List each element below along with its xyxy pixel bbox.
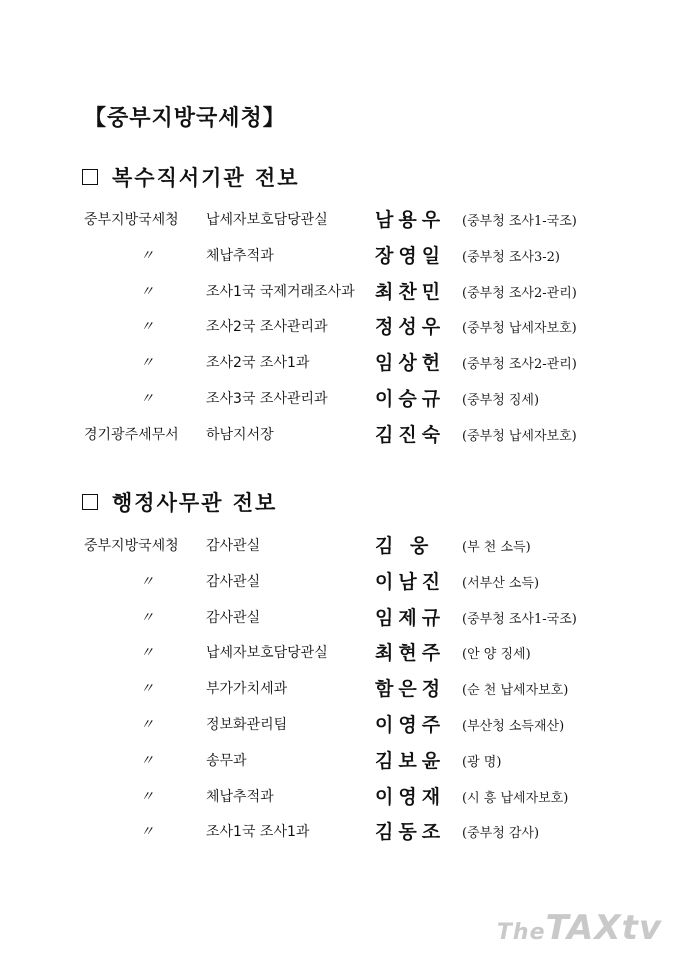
office-label: 〃 xyxy=(140,717,154,733)
appointment-row xyxy=(0,348,680,376)
office-label: 〃 xyxy=(140,681,154,698)
person-name: 최현주 xyxy=(375,642,446,665)
previous-post-note: (중부청 조사3-2) xyxy=(462,249,561,265)
office-label: 중부지방국세청 xyxy=(84,538,179,554)
office-label: 경기광주세무서 xyxy=(84,426,179,443)
appointment-row xyxy=(0,241,680,269)
previous-post-note: (시 흥 납세자보호) xyxy=(462,790,569,806)
previous-post-note: (중부청 납세자보호) xyxy=(462,321,577,337)
person-name: 장영일 xyxy=(375,244,446,267)
person-name: 함은정 xyxy=(375,678,446,701)
department-label: 조사2국 조사1과 xyxy=(206,355,310,372)
department-label: 체납추적과 xyxy=(206,247,274,264)
department-label: 조사1국 조사1과 xyxy=(206,824,310,841)
appointment-row xyxy=(0,638,680,666)
appointment-row xyxy=(0,603,680,631)
appointment-row xyxy=(0,277,680,305)
office-label: 〃 xyxy=(140,355,154,372)
person-name: 이영재 xyxy=(375,785,446,808)
person-name: 김진숙 xyxy=(375,423,446,446)
department-label: 감사관실 xyxy=(206,538,261,554)
checkbox-icon xyxy=(82,169,98,185)
department-label: 조사1국 국제거래조사과 xyxy=(206,283,355,300)
office-label: 중부지방국세청 xyxy=(84,212,179,228)
appointment-row xyxy=(0,312,680,340)
person-name: 최찬민 xyxy=(375,280,446,303)
previous-post-note: (중부청 징세) xyxy=(462,393,540,408)
office-label: 〃 xyxy=(140,319,154,336)
appointment-row xyxy=(0,531,680,559)
office-label: 〃 xyxy=(140,645,154,662)
previous-post-note: (부 천 소득) xyxy=(462,540,531,555)
appointment-row xyxy=(0,746,680,774)
previous-post-note: (중부청 감사) xyxy=(462,826,540,842)
office-label: 〃 xyxy=(140,391,154,407)
section-heading xyxy=(82,487,277,517)
previous-post-note: (중부청 조사2-관리) xyxy=(462,285,577,301)
page-title: 【중부지방국세청】 xyxy=(84,106,286,131)
person-name: 정성우 xyxy=(375,316,446,339)
watermark-logo xyxy=(497,908,662,948)
watermark-prefix: The xyxy=(496,920,546,945)
previous-post-note: (순 천 납세자보호) xyxy=(462,683,569,699)
department-label: 부가가치세과 xyxy=(206,681,288,698)
appointment-row xyxy=(0,205,680,233)
department-label: 납세자보호담당관실 xyxy=(206,645,328,662)
appointment-row xyxy=(0,420,680,448)
checkbox-icon xyxy=(82,494,98,510)
person-name: 김 웅 xyxy=(375,535,434,557)
person-name: 임제규 xyxy=(375,606,446,629)
office-label: 〃 xyxy=(140,824,154,841)
person-name: 남용우 xyxy=(375,209,446,231)
office-label: 〃 xyxy=(140,283,154,300)
person-name: 이승규 xyxy=(375,388,446,410)
previous-post-note: (광 명) xyxy=(462,754,502,770)
section-heading-text: 행정사무관 전보 xyxy=(112,491,278,515)
office-label: 〃 xyxy=(140,247,154,264)
previous-post-note: (안 양 징세) xyxy=(462,647,531,663)
office-label: 〃 xyxy=(140,788,154,805)
previous-post-note: (중부청 조사2-관리) xyxy=(462,357,577,373)
section-heading-text: 복수직서기관 전보 xyxy=(112,166,300,190)
watermark-main: TAXtv xyxy=(545,908,662,948)
department-label: 하남지서장 xyxy=(206,426,274,443)
office-label: 〃 xyxy=(140,573,154,590)
person-name: 이남진 xyxy=(375,570,446,593)
department-label: 조사2국 조사관리과 xyxy=(206,319,328,336)
section-heading xyxy=(82,162,300,192)
department-label: 감사관실 xyxy=(206,609,261,626)
department-label: 조사3국 조사관리과 xyxy=(206,391,328,407)
person-name: 김보윤 xyxy=(375,749,446,772)
appointment-row xyxy=(0,384,680,412)
department-label: 송무과 xyxy=(206,752,247,769)
person-name: 임상헌 xyxy=(375,352,446,375)
appointment-row xyxy=(0,674,680,702)
department-label: 정보화관리팀 xyxy=(206,717,288,733)
person-name: 김동조 xyxy=(375,821,446,844)
previous-post-note: (중부청 조사1-국조) xyxy=(462,611,577,627)
appointment-row xyxy=(0,782,680,810)
department-label: 감사관실 xyxy=(206,573,261,590)
office-label: 〃 xyxy=(140,752,154,769)
department-label: 납세자보호담당관실 xyxy=(206,212,328,228)
appointment-row xyxy=(0,710,680,738)
previous-post-note: (부산청 소득재산) xyxy=(462,719,565,734)
office-label: 〃 xyxy=(140,609,154,626)
previous-post-note: (중부청 납세자보호) xyxy=(462,428,577,444)
department-label: 체납추적과 xyxy=(206,788,274,805)
person-name: 이영주 xyxy=(375,714,446,736)
appointment-row xyxy=(0,817,680,845)
previous-post-note: (중부청 조사1-국조) xyxy=(462,214,577,229)
previous-post-note: (서부산 소득) xyxy=(462,575,540,591)
appointment-row xyxy=(0,567,680,595)
